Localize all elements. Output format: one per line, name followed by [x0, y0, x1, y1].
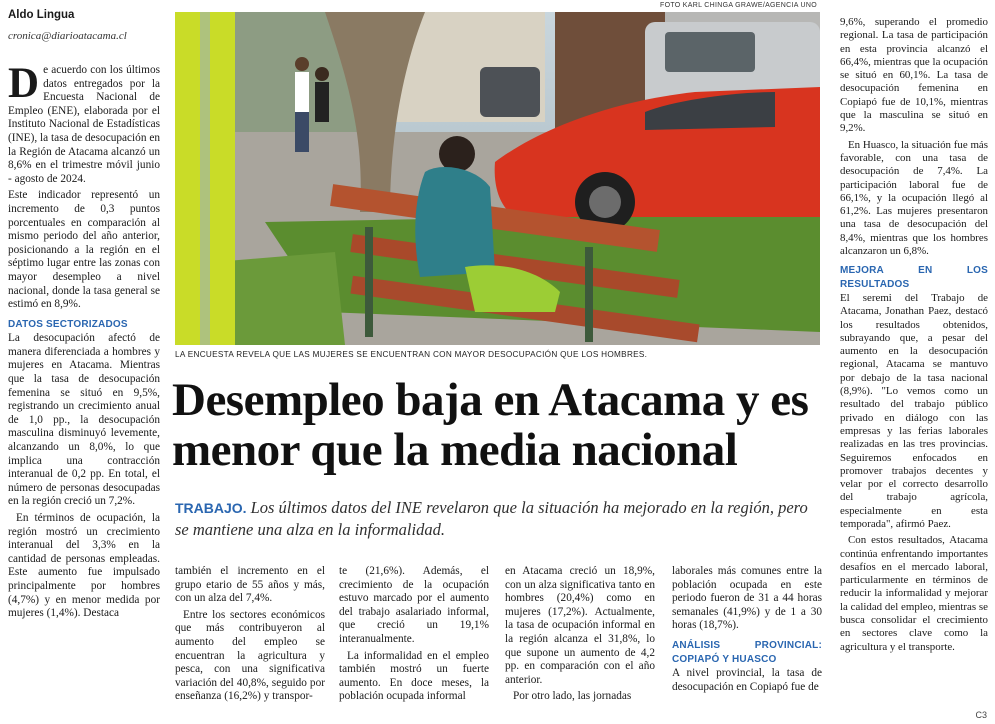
drop-cap: D [8, 60, 40, 107]
subhead-mejora-resultados: MEJORA EN LOS RESULTADOS [840, 265, 988, 290]
author-name: Aldo Lingua [8, 9, 75, 21]
subhead-analisis-provincial: ANÁLISIS PROVINCIAL: COPIAPÓ Y HUASCO [672, 639, 822, 665]
author-email: cronica@diarioatacama.cl [8, 30, 127, 42]
paragraph: te (21,6%). Además, el crecimiento de la ocupación estuvo marcado por el aumento del trabajo asalariado informal, que creció un 19,1% interanualmente. [339, 565, 489, 645]
article-column-2 [175, 565, 325, 707]
paragraph: El seremi del Trabajo de Atacama, Jonathan Paez, destacó los resultados obtenidos, subrayando que, a pesar del aumento en la desocupación regional, Atacama se mantuvo por debajo de la tasa nacional (8,9%). "Lo vemos como un resultado del trabajo público privado en diálogo con las empresas y las ferias laborales realizadas en las tres provincias. Seguiremos enfocados en promover trabajos decentes y velar por el correcto desarrollo del trabajo agrícola, especialmente en esta temporada", afirmó Paez. [840, 291, 988, 530]
paragraph: A nivel provincial, la tasa de desocupación en Copiapó fue de [672, 667, 822, 693]
photo-woman-on-bench [175, 12, 820, 345]
paragraph: En términos de ocupación, la región mostró un crecimiento interanual del 3,3% en la cantidad de personas empleadas. Este aumento fue impulsado principalmente por hombres (4,7%) y en menor medida por mujeres (1,4%). Destaca [8, 512, 160, 620]
paragraph: Por otro lado, las jornadas [513, 690, 632, 703]
photo-caption: LA ENCUESTA REVELA QUE LAS MUJERES SE ENCUENTRAN CON MAYOR DESOCUPACIÓN QUE LOS HOMBRES. [175, 350, 648, 359]
deck-text: Los últimos datos del INE revelaron que la situación ha mejorado en la región, pero se mantiene una alza en la informalidad. [175, 498, 808, 539]
paragraph: En Huasco, la situación fue más favorable, con una tasa de desocupación de 7,4%. La participación laboral fue de 66,1%, y la ocupación llegó al 61,2%. Las mujeres presentaron una tasa de desocupación del 8,4%, mientras que los hombres alcanzaron un 6,8%. [840, 138, 988, 258]
page-code: C3 [975, 710, 987, 720]
paragraph: La desocupación afectó de manera diferenciada a hombres y mujeres en Atacama. Mientras que la tasa de desocupación femenina se situó en 9,5%, registrando un crecimiento anual de 1,0 pp., la desocupación masculina disminuyó levemente, alcanzando un 8,0%, lo que implica una contracción interanual de 0,2 pp. En total, el número de personas desocupadas en la región creció un 7,2%. [8, 332, 160, 508]
lead-paragraph: De acuerdo con los últimos datos entregados por la Encuesta Nacional de Empleo (ENE), elaborada por el Instituto Nacional de Estadísticas (INE), la tasa de desocupación en la Región de Atacama alcanzó un 8,6% en el trimestre móvil junio - agosto de 2024. [8, 60, 160, 185]
headline: Desempleo baja en Atacama y es menor que la media nacional [172, 374, 809, 476]
paragraph: Este indicador representó un incremento de 0,3 puntos porcentuales en comparación al mismo periodo del año anterior, posicionando a la región en el séptimo lugar entre las zonas con mayor desempleo a nivel nacional, donde la tasa general se estimó en 8,9%. [8, 189, 160, 311]
article-column-6 [840, 16, 988, 657]
deck [175, 497, 815, 540]
paragraph: en Atacama creció un 18,9%, con un alza significativa tanto en hombres (20,4%) como en mujeres (17,2%). Actualmente, la tasa de ocupación informal en la región alcanza el 31,8%, lo que supone un aumento de 4,2 pp. en comparación con el año anterior. [505, 565, 655, 686]
article-column-1 [8, 60, 160, 624]
paragraph: Con estos resultados, Atacama continúa enfrentando importantes desafíos en el mercado laboral, particularmente en términos de reducir la informalidad y mejorar la calidad del empleo, mientras se busca consolidar el crecimiento en sectores clave como la agricultura y el transporte. [840, 534, 988, 653]
paragraph: también el incremento en el grupo etario de 55 años y más, con un alza del 7,4%. [175, 565, 325, 605]
paragraph: 9,6%, superando el promedio regional. La tasa de participación en esta provincia alcanzó el 66,4%, mientras que la ocupación se situó en 60,1%. La tasa de desocupación femenina en Copiapó fue de 10,1%, mientras que la masculina se situó en 9,2%. [840, 16, 988, 135]
photo-credit: FOTO KARL CHINGA GRAWE/AGENCIA UNO [660, 2, 817, 9]
paragraph: Entre los sectores económicos que más contribuyeron al aumento del empleo se encuentran la agricultura y pesca, con una significativa variación del 40,8%, seguido por enseñanza (16,2%) y transpor- [175, 608, 325, 703]
paragraph: laborales más comunes entre la población ocupada en este periodo fueron de 31 a 44 horas semanales (41,9%) y de 1 a 30 horas (18,7%). [672, 565, 822, 632]
article-column-3 [339, 565, 489, 707]
paragraph: La informalidad en el empleo también mostró un fuerte aumento. En doce meses, la población ocupada informal [339, 649, 489, 703]
subhead-datos-sectorizados: DATOS SECTORIZADOS [8, 318, 128, 330]
article-column-5 [672, 565, 822, 697]
article-photo [175, 12, 820, 345]
article-column-4 [505, 565, 655, 707]
deck-lead: TRABAJO. [175, 500, 247, 516]
